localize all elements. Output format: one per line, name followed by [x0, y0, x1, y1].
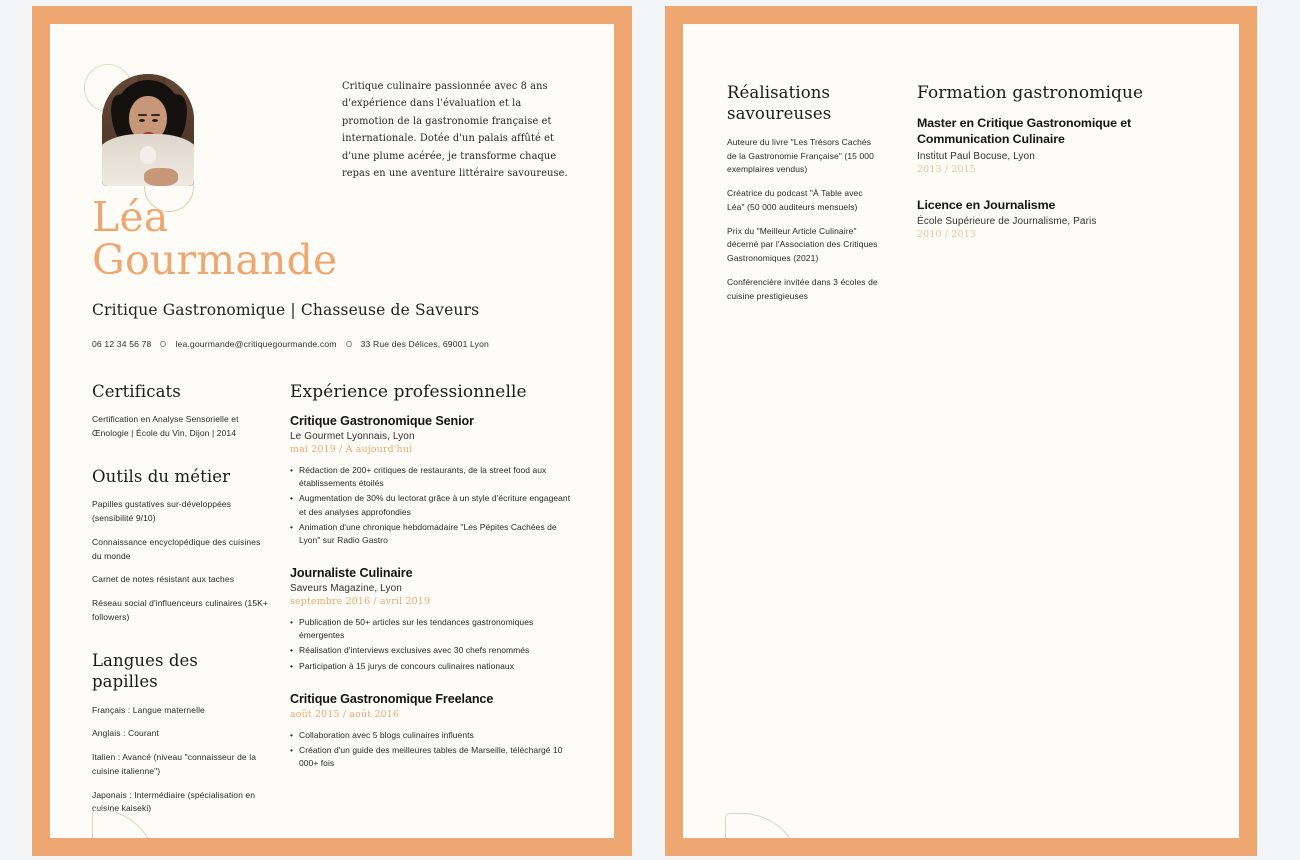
list-item: • Participation à 15 jurys de concours culinaires nationaux	[290, 660, 574, 673]
job-title: Journaliste Culinaire	[290, 566, 413, 581]
job-tagline: Critique Gastronomique | Chasseuse de Saveurs	[92, 300, 480, 319]
separator-dot-icon	[160, 341, 166, 347]
education-school: École Supérieure de Journalisme, Paris	[917, 216, 1097, 228]
education-entry	[917, 115, 1197, 175]
job-title: Critique Gastronomique Senior	[290, 414, 474, 428]
job-date: mai 2019 / À aujourd'hui	[290, 444, 413, 455]
education-date: 2013 / 2015	[917, 163, 977, 175]
education-date: 2010 / 2013	[917, 229, 977, 241]
list-item: • Création d'un guide des meilleures tables de Marseille, téléchargé 10 000+ fois	[290, 744, 574, 770]
left-column	[92, 381, 268, 826]
education-degree: Licence en Journalisme	[917, 197, 1056, 212]
section-realisations	[727, 82, 879, 314]
section-title: Certificats	[92, 381, 181, 401]
job-bullets	[290, 729, 574, 771]
list-item: • Animation d'une chronique hebdomadaire "Les Pépites Cachées de Lyon" sur Radio Gastro	[290, 521, 574, 547]
resume-page-2	[665, 6, 1257, 856]
first-name: Léa	[92, 193, 169, 241]
section-title: Langues des papilles	[92, 650, 198, 692]
experience-entry	[290, 566, 574, 673]
section-langues	[92, 650, 268, 816]
section-title: Expérience professionnelle	[290, 381, 527, 402]
name-block	[50, 186, 614, 349]
header-row	[50, 24, 614, 186]
list-item: Créatrice du podcast "À Table avec Léa" (50 000 auditeurs mensuels)	[727, 188, 863, 212]
list-item: Auteure du livre "Les Trésors Cachés de la Gastronomie Française" (15 000 exemplaires vendus)	[727, 136, 874, 175]
resume-page-1	[32, 6, 632, 856]
contact-phone: 06 12 34 56 78	[92, 338, 152, 349]
list-item: Certification en Analyse Sensorielle et Œnologie | École du Vin, Dijon | 2014	[92, 414, 239, 439]
education-school: Institut Paul Bocuse, Lyon	[917, 150, 1035, 162]
section-outils	[92, 466, 268, 625]
section-certificats	[92, 381, 268, 441]
avatar	[102, 74, 194, 186]
job-bullets	[290, 464, 574, 547]
list-item: Papilles gustatives sur-développées (sensibilité 9/10)	[92, 499, 232, 524]
list-item: Connaissance encyclopédique des cuisines du monde	[92, 536, 261, 561]
job-date: septembre 2016 / avril 2019	[290, 596, 431, 608]
experience-entry	[290, 692, 574, 771]
photo-block	[92, 66, 204, 186]
list-item: Réseau social d'influenceurs culinaires (15K+ followers)	[92, 598, 268, 622]
section-experience	[290, 381, 574, 770]
section-title: Outils du métier	[92, 466, 231, 486]
education-degree: Master en Critique Gastronomique et Communication Culinaire	[917, 116, 1132, 147]
page-1-paper	[50, 24, 614, 838]
list-item: Italien : Avancé (niveau "connaisseur de la cuisine italienne")	[92, 752, 257, 776]
last-name: Gourmande	[92, 236, 338, 285]
page-2-paper	[683, 24, 1239, 838]
list-item: • Rédaction de 200+ critiques de restaurants, de la street food aux établissements étoilés	[290, 464, 574, 490]
list-item: • Réalisation d'interviews exclusives avec 30 chefs renommés	[290, 644, 574, 657]
job-title: Critique Gastronomique Freelance	[290, 691, 494, 706]
job-date: août 2015 / août 2016	[290, 708, 400, 720]
list-item: Carnet de notes résistant aux taches	[92, 574, 235, 585]
list-item: • Collaboration avec 5 blogs culinaires influents	[290, 729, 574, 742]
right-column	[290, 381, 574, 826]
job-company: Saveurs Magazine, Lyon	[290, 583, 402, 595]
contact-email: lea.gourmande@critiquegourmande.com	[175, 338, 337, 349]
list-item: • Augmentation de 30% du lectorat grâce à un style d'écriture engageant et des analyses approfondies	[290, 492, 574, 518]
education-entry	[917, 197, 1197, 240]
list-item: Anglais : Courant	[92, 728, 159, 739]
job-company: Le Gourmet Lyonnais, Lyon	[290, 431, 415, 442]
contact-line	[92, 339, 574, 349]
contact-address: 33 Rue des Délices, 69001 Lyon	[360, 338, 489, 349]
section-formation	[917, 82, 1197, 314]
job-bullets	[290, 616, 574, 673]
experience-entry	[290, 414, 574, 547]
list-item: Conférencière invitée dans 3 écoles de cuisine prestigieuses	[727, 277, 878, 301]
list-item: Prix du "Meilleur Article Culinaire" décerné par l'Association des Critiques Gastronomiques (2021)	[727, 225, 878, 264]
separator-dot-icon	[346, 341, 352, 347]
list-item: • Publication de 50+ articles sur les tendances gastronomiques émergentes	[290, 616, 574, 642]
list-item: Français : Langue maternelle	[92, 704, 205, 715]
profile-summary: Critique culinaire passionnée avec 8 ans d'expérience dans l'évaluation et la promotion de la gastronomie française et internationale. Dotée d'un palais affûté et d'une plume acérée, je transforme chaque repas en une aventure littéraire savoureuse.	[342, 81, 568, 180]
section-title: Réalisations savoureuses	[727, 83, 832, 124]
body-columns	[50, 349, 614, 826]
list-item: Japonais : Intermédiaire (spécialisation en cuisine kaiseki)	[92, 789, 256, 814]
section-title: Formation gastronomique	[917, 83, 1144, 103]
page-2-columns	[683, 24, 1239, 314]
decorative-arch-bottom	[725, 813, 801, 838]
